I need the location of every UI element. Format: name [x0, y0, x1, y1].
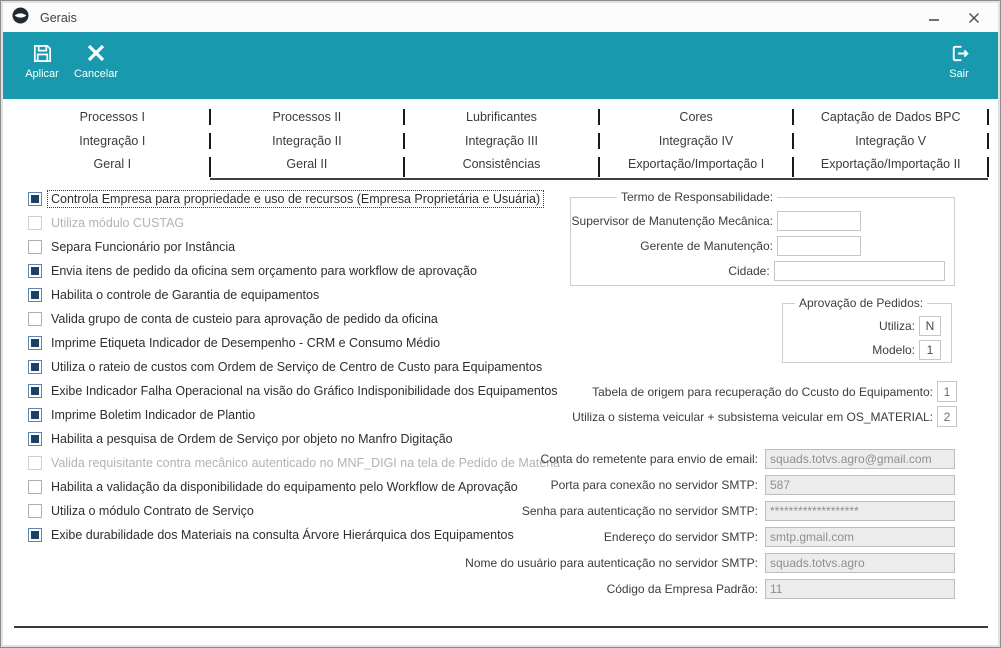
tab-integra-o-v[interactable]: Integração V — [793, 129, 988, 153]
param-field-input[interactable]: 1 — [937, 381, 957, 402]
aprovacao-pedidos-groupbox — [782, 296, 952, 363]
checkbox[interactable] — [28, 240, 42, 254]
tab-capta-o-de-dados-bpc[interactable]: Captação de Dados BPC — [793, 105, 988, 129]
email-field-row — [420, 527, 955, 547]
checkbox[interactable] — [28, 384, 42, 398]
checkbox[interactable] — [28, 336, 42, 350]
checkbox[interactable] — [28, 360, 42, 374]
checkbox-row[interactable] — [28, 355, 563, 379]
param-field-label: Tabela de origem para recuperação do Ccusto do Equipamento: — [592, 384, 933, 399]
email-field-label: Nome do usuário para autenticação no servidor SMTP: — [465, 556, 758, 570]
email-field-label: Código da Empresa Padrão: — [606, 582, 758, 596]
email-field-label: Conta do remetente para envio de email: — [540, 452, 758, 466]
tab-geral-i[interactable]: Geral I — [15, 153, 210, 180]
checkbox[interactable] — [28, 528, 42, 542]
checkbox-label: Exibe Indicador Falha Operacional na visão do Gráfico Indisponibilidade dos Equipamentos — [51, 384, 558, 398]
toolbar — [3, 32, 998, 99]
checkbox — [28, 456, 42, 470]
checkbox[interactable] — [28, 408, 42, 422]
email-field-input: smtp.gmail.com — [765, 527, 955, 547]
email-field-row — [420, 553, 955, 573]
aprovacao-field-input[interactable]: 1 — [919, 340, 941, 360]
email-field-row — [420, 449, 955, 469]
tab-integra-o-iv[interactable]: Integração IV — [599, 129, 794, 153]
checkbox-label: Envia itens de pedido da oficina sem orçamento para workflow de aprovação — [51, 264, 477, 278]
param-field-row — [513, 381, 957, 402]
cancelar-button[interactable] — [69, 32, 123, 80]
checkbox-label: Controla Empresa para propriedade e uso de recursos (Empresa Proprietária e Usuária) — [48, 191, 543, 207]
termo-field-input[interactable] — [777, 236, 861, 256]
checkbox-row[interactable] — [28, 307, 563, 331]
termo-legend: Termo de Responsabilidade: — [617, 190, 777, 204]
aprovacao-legend: Aprovação de Pedidos: — [795, 296, 927, 310]
checkbox-label: Utiliza módulo CUSTAG — [51, 216, 185, 230]
email-settings-rows — [420, 449, 955, 599]
aplicar-button[interactable] — [15, 32, 69, 80]
checkbox[interactable] — [28, 264, 42, 278]
checkbox-label: Exibe durabilidade dos Materiais na consulta Árvore Hierárquica dos Equipamentos — [51, 528, 514, 542]
email-field-label: Senha para autenticação no servidor SMTP: — [521, 504, 758, 518]
sair-button[interactable] — [932, 32, 986, 80]
checkbox-label: Valida requisitante contra mecânico autenticado no MNF_DIGI na tela de Pedido de Materia — [51, 456, 561, 470]
aprovacao-field-input[interactable]: N — [919, 316, 941, 336]
termo-field-row — [571, 236, 945, 256]
termo-field-label: Cidade: — [728, 264, 770, 278]
checkbox-row[interactable] — [28, 187, 563, 211]
checkbox-row[interactable] — [28, 283, 563, 307]
param-field-label: Utiliza o sistema veicular + subsistema veicular em OS_MATERIAL: — [572, 409, 933, 424]
email-field-label: Endereço do servidor SMTP: — [603, 530, 758, 544]
tab-processos-i[interactable]: Processos I — [15, 105, 210, 129]
checkbox-label: Habilita a validação da disponibilidade do equipamento pelo Workflow de Aprovação — [51, 480, 518, 494]
parameter-rows — [513, 381, 957, 427]
termo-field-row — [571, 261, 945, 281]
email-field-input: ******************* — [765, 501, 955, 521]
email-field-input: 587 — [765, 475, 955, 495]
bottom-separator — [14, 626, 988, 628]
tab-consist-ncias[interactable]: Consistências — [404, 153, 599, 180]
sair-label: Sair — [949, 68, 969, 80]
checkbox-label: Habilita a pesquisa de Ordem de Serviço por objeto no Manfro Digitação — [51, 432, 453, 446]
email-field-input: squads.totvs.agro@gmail.com — [765, 449, 955, 469]
termo-responsabilidade-groupbox — [570, 190, 955, 286]
termo-field-row — [571, 211, 945, 231]
tab-geral-ii[interactable]: Geral II — [210, 153, 405, 180]
tab-lubrificantes[interactable]: Lubrificantes — [404, 105, 599, 129]
save-icon — [31, 41, 54, 65]
checkbox-label: Utiliza o módulo Contrato de Serviço — [51, 504, 254, 518]
tab-processos-ii[interactable]: Processos II — [210, 105, 405, 129]
checkbox[interactable] — [28, 312, 42, 326]
aprovacao-field-row — [783, 316, 941, 336]
termo-field-label: Gerente de Manutenção: — [640, 239, 773, 253]
email-field-input: 11 — [765, 579, 955, 599]
aprovacao-field-row — [783, 340, 941, 360]
email-field-row — [420, 579, 955, 599]
exit-icon — [948, 41, 971, 65]
checkbox-row[interactable] — [28, 403, 563, 427]
checkbox-row[interactable] — [28, 235, 563, 259]
tab-integra-o-ii[interactable]: Integração II — [210, 129, 405, 153]
email-field-row — [420, 475, 955, 495]
aplicar-label: Aplicar — [25, 68, 59, 80]
cancel-x-icon — [86, 41, 106, 65]
termo-field-label: Supervisor de Manutenção Mecânica: — [571, 214, 773, 228]
termo-field-input[interactable] — [774, 261, 945, 281]
cancelar-label: Cancelar — [73, 68, 119, 80]
app-logo-icon — [12, 7, 29, 29]
checkbox-label: Utiliza o rateio de custos com Ordem de Serviço de Centro de Custo para Equipamentos — [51, 360, 543, 374]
email-field-row — [420, 501, 955, 521]
checkbox-row[interactable] — [28, 259, 563, 283]
checkbox-row[interactable] — [28, 211, 563, 235]
checkbox-label: Separa Funcionário por Instância — [51, 240, 236, 254]
tab-integra-o-i[interactable]: Integração I — [15, 129, 210, 153]
checkbox-row[interactable] — [28, 331, 563, 355]
minimize-button[interactable] — [927, 11, 941, 25]
param-field-input[interactable]: 2 — [937, 406, 957, 427]
window — [1, 1, 1000, 647]
aprovacao-field-label: Modelo: — [872, 343, 915, 357]
checkbox-label: Imprime Etiqueta Indicador de Desempenho - CRM e Consumo Médio — [51, 336, 441, 350]
tab-exporta-o-importa-o-i[interactable]: Exportação/Importação I — [599, 153, 794, 180]
checkbox-row[interactable] — [28, 379, 563, 403]
termo-field-input[interactable] — [777, 211, 861, 231]
aprovacao-field-label: Utiliza: — [878, 319, 915, 333]
tab-cores[interactable]: Cores — [599, 105, 794, 129]
checkbox-row[interactable] — [28, 427, 563, 451]
checkbox — [28, 216, 42, 230]
close-window-button[interactable] — [967, 11, 981, 25]
param-field-row — [513, 406, 957, 427]
window-title: Gerais — [40, 10, 77, 25]
checkbox[interactable] — [28, 192, 42, 206]
email-field-input: squads.totvs.agro — [765, 553, 955, 573]
checkbox[interactable] — [28, 432, 42, 446]
tab-strip — [15, 105, 988, 180]
checkbox[interactable] — [28, 480, 42, 494]
titlebar — [3, 3, 998, 32]
email-field-label: Porta para conexão no servidor SMTP: — [550, 478, 758, 492]
checkbox[interactable] — [28, 504, 42, 518]
tab-integra-o-iii[interactable]: Integração III — [404, 129, 599, 153]
checkbox-label: Imprime Boletim Indicador de Plantio — [51, 408, 256, 422]
checkbox-label: Habilita o controle de Garantia de equipamentos — [51, 288, 320, 302]
checkbox-label: Valida grupo de conta de custeio para aprovação de pedido da oficina — [51, 312, 438, 326]
checkbox[interactable] — [28, 288, 42, 302]
tab-exporta-o-importa-o-ii[interactable]: Exportação/Importação II — [793, 153, 988, 180]
